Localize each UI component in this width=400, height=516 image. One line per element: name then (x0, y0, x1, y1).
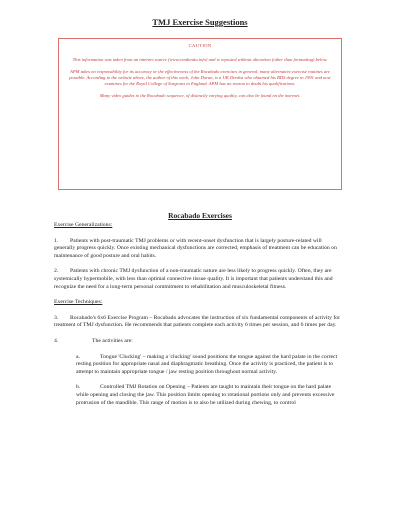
techniques-heading: Exercise Techniques: (54, 299, 103, 306)
list-item (54, 268, 344, 291)
caution-paragraph-disclaimer: APM takes no responsibility for its accuracy or the effectiveness of the Rocabado exercises in general; many alternative exercise routines are possible. According to the website above, the author of this work, John Doran, is a UK Dentist who obtained his BDS degree in 1991 and now examines for the Royal College of Surgeons in England. APM has no reason to doubt his qualifications. (69, 69, 331, 86)
generalizations-heading: Exercise Generalizations: (54, 222, 113, 228)
item-text: Patients with post-traumatic TMJ problems or with recent-onset dysfunction that is largely posture-related will generally progress quickly. Once existing mechanical dysfunctions are corrected, emphasis of treatment can be education on maintenance of good posture and oral habits. (54, 237, 337, 259)
sub-item-text: Controlled TMJ Rotation on Opening – Patients are taught to maintain their tongue on the hard palate while opening and closing the jaw. This position limits opening to rotational portions only and prevents excessive protrusion of the mandible. This range of motion is to also be utilized during chewing, to control (76, 384, 335, 406)
caution-paragraph-videos: Many video guides to the Rocabado sequence, of distinctly varying quality, can also be found on the internet. (99, 93, 301, 98)
caution-box (58, 38, 342, 190)
item-text: Rocabado's 6x6 Exercise Program – Rocabado advocates the instruction of six fundamental components of activity for treatment of TMJ dysfunction. He recommends that patients complete each activity 6 times per session, and 6 times per day. (54, 314, 341, 329)
list-item (54, 315, 344, 330)
sub-item-letter: a. (76, 353, 80, 360)
item-number: 3. (54, 314, 59, 321)
sub-item-b (54, 384, 344, 407)
sub-item-a (54, 354, 344, 377)
item-text: Patients with chronic TMJ dysfunction of a non-traumatic nature are less likely to progress quickly. Often, they are systemically hypermobile, with less than optimal connective tissue quality. It is important that patients understand this and recognize the need for a long-term personal commitment to rehabilitation and musculoskeletal fitness. (54, 268, 333, 290)
item-number: 1. (54, 237, 59, 244)
item-number: 2. (54, 268, 59, 275)
item-number: 4. (54, 337, 59, 344)
page-title: TMJ Exercise Suggestions (152, 17, 248, 27)
list-item (54, 238, 344, 261)
sub-item-text: Tongue 'Clucking' – making a 'clucking' sound positions the tongue against the hard palate in the correct resting position for appropriate nasal and diaphragmatic breathing. Once the activity is practiced, the patient is to attempt to maintain appropriate tongue / jaw resting position throughout normal activity. (76, 353, 338, 375)
document-body (54, 222, 344, 415)
list-item (54, 338, 344, 346)
caution-paragraph-source: This information was taken from an internet source (www.exodontia.info) and is reposted without alteration (other than formatting) below. (72, 57, 328, 62)
sub-item-letter: b. (76, 384, 81, 391)
section-title: Rocabado Exercises (168, 211, 232, 221)
item-text: The activities are: (92, 337, 133, 344)
caution-heading: CAUTION (188, 43, 212, 48)
